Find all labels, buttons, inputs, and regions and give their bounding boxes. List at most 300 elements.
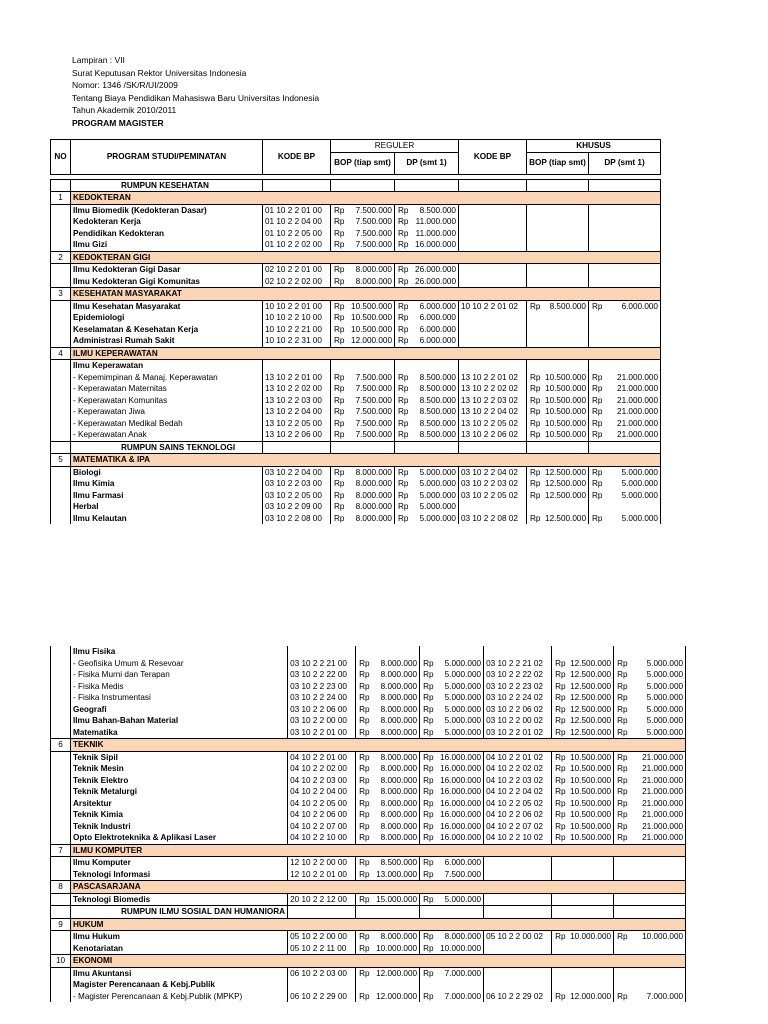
kode-bp-khusus (459, 360, 527, 372)
section-row (51, 918, 686, 931)
bop-reguler (356, 832, 420, 844)
document-header (72, 54, 319, 130)
currency-label: Rp (359, 858, 370, 867)
bop-reguler (331, 360, 395, 372)
amount-value: 5.000.000 (646, 670, 684, 679)
dp-khusus (589, 264, 661, 276)
currency-label: Rp (555, 991, 566, 1001)
amount-value: 8.000.000 (380, 727, 418, 737)
bop-reguler (331, 335, 395, 347)
rumpun-row (51, 179, 661, 192)
bop-khusus (552, 751, 614, 763)
currency-label: Rp (617, 704, 628, 714)
amount-value: 5.000.000 (444, 693, 482, 702)
amount-value: 7.500.000 (355, 384, 392, 393)
dp-reguler (420, 681, 484, 693)
amount-value: 8.000.000 (355, 276, 392, 286)
program-name: - Magister Perencanaan & Kebj.Publik (MPKP) (71, 991, 288, 1003)
currency-label: Rp (530, 301, 541, 311)
bop-khusus (552, 692, 614, 704)
currency-label: Rp (555, 670, 566, 679)
currency-label: Rp (398, 276, 409, 286)
program-row (51, 418, 661, 430)
dp-khusus (614, 692, 686, 704)
kode-bp-khusus: 03 10 2 2 03 02 (459, 478, 527, 490)
amount-value: 8.500.000 (419, 407, 456, 416)
currency-label: Rp (423, 681, 434, 691)
kode-bp-khusus: 13 10 2 2 05 02 (459, 418, 527, 430)
currency-label: Rp (359, 658, 370, 668)
empty-cell (527, 441, 589, 454)
amount-value: 7.500.000 (355, 372, 392, 382)
amount-value: 21.000.000 (617, 384, 658, 393)
program-name: Teknik Industri (71, 821, 288, 833)
row-no (51, 727, 71, 739)
program-row (51, 324, 661, 336)
amount-value: 16.000.000 (415, 240, 456, 249)
amount-value: 8.000.000 (380, 775, 418, 785)
amount-value: 15.000.000 (376, 894, 418, 904)
amount-value: 12.500.000 (570, 716, 612, 725)
row-no (51, 239, 71, 251)
dp-khusus (614, 715, 686, 727)
program-name: - Keperawatan Komunitas (71, 395, 263, 407)
program-row (51, 228, 661, 240)
section-name: ILMU KEPERAWATAN (71, 347, 661, 360)
amount-value: 5.000.000 (621, 467, 658, 477)
dp-khusus (614, 658, 686, 670)
currency-label: Rp (359, 821, 370, 831)
section-row (51, 955, 686, 968)
currency-label: Rp (359, 704, 370, 714)
kode-bp (288, 646, 356, 658)
dp-reguler (395, 501, 459, 513)
row-no (51, 466, 71, 478)
empty-cell (263, 441, 331, 454)
currency-label: Rp (592, 479, 603, 488)
dp-khusus (614, 979, 686, 991)
dp-reguler (420, 893, 484, 906)
col-dp-khusus: DP (smt 1) (589, 152, 661, 174)
amount-value: 21.000.000 (642, 810, 684, 819)
bop-reguler (356, 786, 420, 798)
empty-cell (459, 179, 527, 192)
dp-reguler (420, 857, 484, 869)
amount-value: 12.500.000 (570, 670, 612, 679)
amount-value: 10.500.000 (570, 810, 612, 819)
dp-reguler (395, 276, 459, 288)
section-row (51, 251, 661, 264)
dp-reguler (395, 513, 459, 525)
bop-reguler (331, 324, 395, 336)
program-row (51, 395, 661, 407)
amount-value: 10.500.000 (351, 301, 392, 311)
kode-bp-khusus: 04 10 2 2 04 02 (484, 786, 552, 798)
dp-reguler (420, 931, 484, 943)
row-no (51, 798, 71, 810)
amount-value: 5.000.000 (646, 681, 684, 691)
rumpun-row (51, 906, 686, 919)
currency-label: Rp (359, 869, 370, 879)
currency-label: Rp (592, 384, 603, 393)
amount-value: 8.500.000 (419, 205, 456, 215)
row-no (51, 406, 71, 418)
kode-bp-khusus: 03 10 2 2 04 02 (459, 466, 527, 478)
currency-label: Rp (334, 407, 345, 416)
amount-value: 10.500.000 (570, 787, 612, 796)
dp-khusus (614, 704, 686, 716)
currency-label: Rp (617, 693, 628, 702)
dp-reguler (420, 692, 484, 704)
program-name: - Geofisika Umum & Resevoar (71, 658, 288, 670)
kode-bp: 01 10 2 2 05 00 (263, 228, 331, 240)
program-row (51, 466, 661, 478)
dp-khusus (589, 383, 661, 395)
program-row (51, 681, 686, 693)
row-no (51, 658, 71, 670)
bop-reguler (356, 967, 420, 979)
dp-khusus (614, 869, 686, 881)
amount-value: 5.000.000 (646, 704, 684, 714)
col-kode-bp-khusus: KODE BP (459, 140, 527, 175)
dp-khusus (589, 360, 661, 372)
bop-khusus (527, 490, 589, 502)
bop-khusus (527, 478, 589, 490)
row-no (51, 395, 71, 407)
kode-bp: 04 10 2 2 07 00 (288, 821, 356, 833)
bop-reguler (356, 658, 420, 670)
kode-bp: 13 10 2 2 04 00 (263, 406, 331, 418)
program-row (51, 239, 661, 251)
row-no (51, 832, 71, 844)
currency-label: Rp (555, 704, 566, 714)
currency-label: Rp (530, 513, 541, 523)
amount-value: 10.500.000 (545, 407, 586, 416)
section-number: 10 (51, 955, 71, 968)
currency-label: Rp (398, 384, 409, 393)
bop-reguler (331, 216, 395, 228)
kode-bp-khusus (459, 228, 527, 240)
amount-value: 8.000.000 (380, 704, 418, 714)
dp-reguler (395, 239, 459, 251)
program-name: - Keperawatan Jiwa (71, 406, 263, 418)
kode-bp-khusus (484, 646, 552, 658)
amount-value: 21.000.000 (642, 787, 684, 796)
dp-reguler (395, 300, 459, 312)
program-name: Teknik Metalurgi (71, 786, 288, 798)
row-no (51, 931, 71, 943)
kode-bp: 04 10 2 2 03 00 (288, 775, 356, 787)
amount-value: 12.000.000 (376, 968, 418, 978)
bop-khusus (527, 300, 589, 312)
currency-label: Rp (398, 490, 409, 500)
amount-value: 21.000.000 (617, 418, 658, 428)
empty-cell (552, 906, 614, 919)
amount-value: 5.000.000 (621, 513, 658, 523)
dp-khusus (589, 490, 661, 502)
amount-value: 8.000.000 (380, 764, 418, 773)
amount-value: 12.500.000 (570, 658, 612, 668)
section-name: EKONOMI (71, 955, 686, 968)
row-no (51, 478, 71, 490)
rumpun-row (51, 441, 661, 454)
dp-khusus (614, 991, 686, 1003)
bop-khusus (527, 429, 589, 441)
program-row (51, 276, 661, 288)
kode-bp: 10 10 2 2 31 00 (263, 335, 331, 347)
col-dp: DP (smt 1) (395, 152, 459, 174)
program-row (51, 216, 661, 228)
row-no (51, 857, 71, 869)
program-name: - Keperawatan Anak (71, 429, 263, 441)
program-row (51, 857, 686, 869)
amount-value: 5.000.000 (444, 894, 482, 904)
amount-value: 10.500.000 (570, 764, 612, 773)
dp-reguler (395, 429, 459, 441)
currency-label: Rp (592, 430, 603, 439)
currency-label: Rp (334, 301, 345, 311)
amount-value: 5.000.000 (419, 467, 456, 477)
bop-reguler (356, 798, 420, 810)
currency-label: Rp (555, 658, 566, 668)
currency-label: Rp (617, 991, 628, 1001)
section-number: 8 (51, 881, 71, 894)
amount-value: 8.500.000 (549, 301, 586, 311)
kode-bp: 03 10 2 2 04 00 (263, 466, 331, 478)
row-no (51, 775, 71, 787)
kode-bp: 03 10 2 2 01 00 (288, 727, 356, 739)
currency-label: Rp (423, 991, 434, 1001)
dp-khusus (614, 943, 686, 955)
dp-khusus (589, 372, 661, 384)
amount-value: 8.000.000 (380, 658, 418, 668)
program-row (51, 704, 686, 716)
currency-label: Rp (334, 228, 345, 238)
currency-label: Rp (334, 240, 345, 249)
amount-value: 5.000.000 (419, 513, 456, 523)
kode-bp: 13 10 2 2 03 00 (263, 395, 331, 407)
amount-value: 8.000.000 (380, 693, 418, 702)
dp-khusus (589, 228, 661, 240)
kode-bp: 01 10 2 2 01 00 (263, 204, 331, 216)
dp-reguler (395, 360, 459, 372)
currency-label: Rp (334, 336, 345, 345)
bop-khusus (527, 276, 589, 288)
amount-value: 7.500.000 (355, 228, 392, 238)
col-khusus: KHUSUS (527, 140, 661, 153)
currency-label: Rp (555, 716, 566, 725)
kode-bp-khusus: 03 10 2 2 24 02 (484, 692, 552, 704)
section-number: 7 (51, 844, 71, 857)
kode-bp: 03 10 2 2 24 00 (288, 692, 356, 704)
kode-bp: 03 10 2 2 22 00 (288, 669, 356, 681)
amount-value: 8.000.000 (380, 681, 418, 691)
amount-value: 21.000.000 (642, 798, 684, 808)
currency-label: Rp (423, 727, 434, 737)
program-row (51, 406, 661, 418)
bop-reguler (356, 893, 420, 906)
program-row (51, 335, 661, 347)
kode-bp: 03 10 2 2 08 00 (263, 513, 331, 525)
currency-label: Rp (592, 467, 603, 477)
program-name: Ilmu Keperawatan (71, 360, 263, 372)
currency-label: Rp (359, 693, 370, 702)
currency-label: Rp (334, 430, 345, 439)
row-no (51, 692, 71, 704)
dp-khusus (589, 429, 661, 441)
kode-bp-khusus: 03 10 2 2 22 02 (484, 669, 552, 681)
currency-label: Rp (592, 513, 603, 523)
rumpun-name: RUMPUN ILMU SOSIAL DAN HUMANIORA (71, 906, 288, 919)
amount-value: 21.000.000 (642, 775, 684, 785)
empty-cell (484, 906, 552, 919)
currency-label: Rp (423, 869, 434, 879)
currency-label: Rp (334, 265, 345, 274)
bop-reguler (356, 646, 420, 658)
empty-cell (395, 441, 459, 454)
currency-label: Rp (617, 670, 628, 679)
amount-value: 16.000.000 (440, 764, 482, 773)
currency-label: Rp (617, 810, 628, 819)
dp-reguler (395, 312, 459, 324)
dp-khusus (589, 478, 661, 490)
program-name: Ilmu Fisika (71, 646, 288, 658)
dp-reguler (395, 478, 459, 490)
currency-label: Rp (423, 764, 434, 773)
kode-bp: 05 10 2 2 00 00 (288, 931, 356, 943)
amount-value: 21.000.000 (642, 752, 684, 762)
kode-bp-khusus (484, 943, 552, 955)
row-no (51, 264, 71, 276)
bop-reguler (331, 383, 395, 395)
currency-label: Rp (359, 716, 370, 725)
currency-label: Rp (555, 681, 566, 691)
dp-khusus (614, 931, 686, 943)
bop-reguler (356, 715, 420, 727)
col-bop: BOP (tiap smt) (331, 152, 395, 174)
bop-reguler (331, 429, 395, 441)
currency-label: Rp (359, 681, 370, 691)
kode-bp: 03 10 2 2 05 00 (263, 490, 331, 502)
amount-value: 8.000.000 (380, 752, 418, 762)
currency-label: Rp (398, 372, 409, 382)
dp-khusus (589, 513, 661, 525)
dp-reguler (395, 466, 459, 478)
currency-label: Rp (617, 752, 628, 762)
program-name: Administrasi Rumah Sakit (71, 335, 263, 347)
program-row (51, 967, 686, 979)
amount-value: 5.000.000 (646, 658, 684, 668)
kode-bp-khusus: 04 10 2 2 07 02 (484, 821, 552, 833)
program-name: Teknik Kimia (71, 809, 288, 821)
program-row (51, 646, 686, 658)
amount-value: 5.000.000 (621, 490, 658, 500)
amount-value: 10.500.000 (351, 324, 392, 334)
row-no (51, 979, 71, 991)
bop-khusus (527, 324, 589, 336)
row-no (51, 715, 71, 727)
empty-cell (331, 179, 395, 192)
kode-bp-khusus: 03 10 2 2 01 02 (484, 727, 552, 739)
program-name: Ilmu Biomedik (Kedokteran Dasar) (71, 204, 263, 216)
currency-label: Rp (617, 658, 628, 668)
amount-value: 21.000.000 (642, 833, 684, 842)
amount-value: 5.000.000 (419, 502, 456, 511)
bop-khusus (527, 372, 589, 384)
amount-value: 7.500.000 (444, 869, 482, 879)
currency-label: Rp (530, 395, 541, 405)
empty-cell (614, 906, 686, 919)
amount-value: 8.000.000 (380, 932, 418, 941)
program-row (51, 312, 661, 324)
bop-reguler (331, 276, 395, 288)
amount-value: 8.000.000 (355, 513, 392, 523)
dp-khusus (589, 300, 661, 312)
program-row (51, 490, 661, 502)
currency-label: Rp (423, 787, 434, 796)
bop-khusus (552, 798, 614, 810)
currency-label: Rp (592, 490, 603, 500)
kode-bp: 06 10 2 2 29 00 (288, 991, 356, 1003)
amount-value: 8.000.000 (380, 821, 418, 831)
currency-label: Rp (617, 727, 628, 737)
program-row (51, 931, 686, 943)
amount-value: 7.500.000 (355, 217, 392, 226)
kode-bp-khusus: 13 10 2 2 02 02 (459, 383, 527, 395)
section-number: 2 (51, 251, 71, 264)
amount-value: 6.000.000 (419, 336, 456, 345)
currency-label: Rp (423, 693, 434, 702)
currency-label: Rp (423, 798, 434, 808)
section-row (51, 192, 661, 205)
program-name: Teknik Sipil (71, 751, 288, 763)
kode-bp-khusus: 13 10 2 2 04 02 (459, 406, 527, 418)
col-bop-khusus: BOP (tiap smt) (527, 152, 589, 174)
kode-bp: 13 10 2 2 06 00 (263, 429, 331, 441)
currency-label: Rp (398, 205, 409, 215)
bop-khusus (527, 264, 589, 276)
dp-khusus (589, 466, 661, 478)
program-name: - Fisika Murni dan Terapan (71, 669, 288, 681)
kode-bp-khusus: 04 10 2 2 03 02 (484, 775, 552, 787)
currency-label: Rp (617, 833, 628, 842)
dp-reguler (420, 715, 484, 727)
amount-value: 8.000.000 (380, 670, 418, 679)
kode-bp: 02 10 2 2 02 00 (263, 276, 331, 288)
currency-label: Rp (592, 372, 603, 382)
currency-label: Rp (423, 752, 434, 762)
amount-value: 16.000.000 (440, 775, 482, 785)
currency-label: Rp (398, 430, 409, 439)
kode-bp: 13 10 2 2 05 00 (263, 418, 331, 430)
currency-label: Rp (334, 313, 345, 322)
bop-reguler (331, 312, 395, 324)
bop-khusus (527, 360, 589, 372)
row-no (51, 335, 71, 347)
amount-value: 6.000.000 (444, 858, 482, 867)
kode-bp-khusus (459, 312, 527, 324)
amount-value: 5.000.000 (621, 479, 658, 488)
kode-bp: 13 10 2 2 02 00 (263, 383, 331, 395)
row-no (51, 179, 71, 192)
rumpun-name: RUMPUN KESEHATAN (71, 179, 263, 192)
dp-reguler (420, 658, 484, 670)
kode-bp-khusus (484, 979, 552, 991)
row-no (51, 216, 71, 228)
bop-reguler (356, 669, 420, 681)
amount-value: 26.000.000 (415, 265, 456, 274)
currency-label: Rp (423, 670, 434, 679)
